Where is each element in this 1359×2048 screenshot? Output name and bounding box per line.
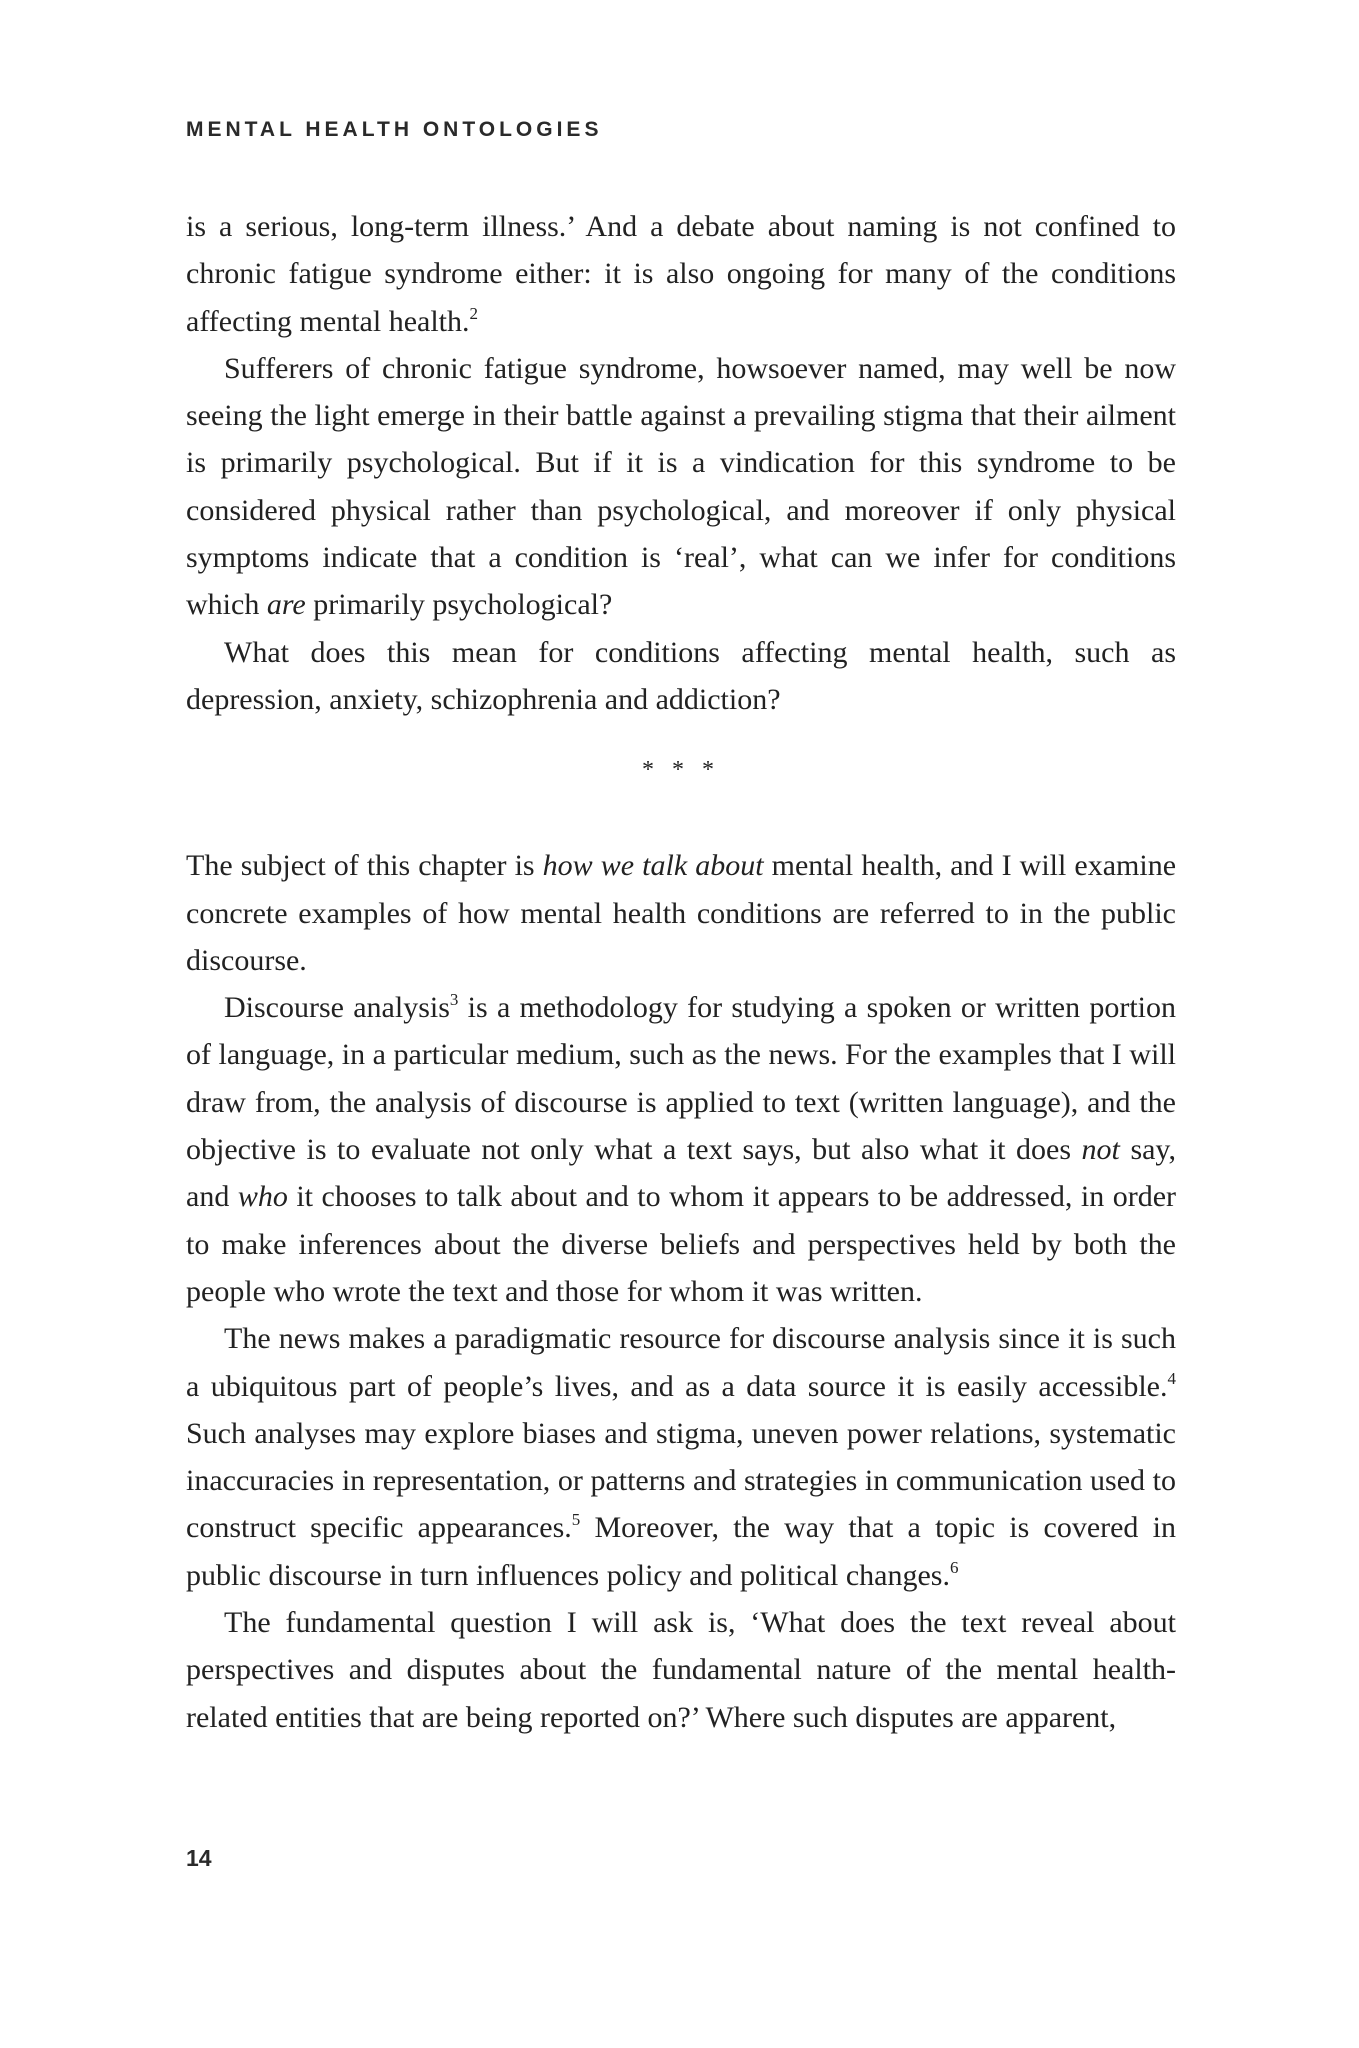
paragraph-4 xyxy=(186,842,1176,984)
footnote-marker[interactable]: 4 xyxy=(1167,1368,1176,1388)
footnote-marker[interactable]: 2 xyxy=(469,303,478,323)
paragraph-text: The subject of this chapter is xyxy=(186,849,543,883)
paragraph-text: The fundamental question I will ask is, ‘What does the text reveal about perspectives and disputes about the fundamental nature of the mental health-related entities that are being reported on?’ Where such disputes are apparent, xyxy=(186,1606,1176,1734)
paragraph-1 xyxy=(186,203,1176,345)
paragraph-2 xyxy=(186,345,1176,629)
paragraph-text: Moreover, the way that a topic is covered in public discourse in turn influences policy and political changes. xyxy=(186,1511,1176,1592)
paragraph-text: primarily psychological? xyxy=(305,588,613,622)
emphasis-text: who xyxy=(237,1180,288,1214)
emphasis-text: are xyxy=(266,588,306,622)
paragraph-text: is a serious, long-term illness.’ And a debate about naming is not confined to chronic fatigue syndrome either: it is also ongoing for many of the conditions affecting mental health. xyxy=(186,210,1176,338)
paragraph-text: What does this mean for conditions affecting mental health, such as depression, anxiety, schizophrenia and addiction? xyxy=(186,635,1176,716)
paragraph-7 xyxy=(186,1599,1176,1741)
paragraph-text: The news makes a paradigmatic resource for discourse analysis since it is such a ubiquitous part of people’s lives, and as a data source it is easily accessible. xyxy=(186,1322,1176,1403)
footnote-marker[interactable]: 3 xyxy=(449,990,459,1010)
footnote-marker[interactable]: 5 xyxy=(571,1510,581,1530)
page-number: 14 xyxy=(186,1845,212,1871)
paragraph-text: is a methodology for studying a spoken or written portion of language, in a particular medium, such as the news. For the examples that I will draw from, the analysis of discourse is applied to text (written language), and the objective is to evaluate not only what a text says, but also what it does xyxy=(186,991,1177,1167)
paragraph-3 xyxy=(186,629,1176,724)
paragraph-text: Such analyses may explore biases and stigma, uneven power relations, systematic inaccuracies in representation, or patterns and strategies in communication used to construct specific appearances. xyxy=(186,1416,1176,1545)
paragraph-text: say, and xyxy=(186,1133,1176,1214)
emphasis-text: how we talk about xyxy=(542,849,764,883)
paragraph-text: Discourse analysis xyxy=(224,991,450,1025)
section-break: * * * xyxy=(642,757,720,784)
emphasis-text: not xyxy=(1081,1133,1120,1167)
paragraph-6 xyxy=(186,1315,1176,1599)
paragraph-text: Sufferers of chronic fatigue syndrome, howsoever named, may well be now seeing the light emerge in their battle against a prevailing stigma that their ailment is primarily psychological. But if it is a vindication for this syndrome to be considered physical rather than psychological, and moreover if only physical symptoms indicate that a condition is ‘real’, what can we infer for conditions which xyxy=(186,351,1176,622)
paragraph-text: it chooses to talk about and to whom it appears to be addressed, in order to make inferences about the diverse beliefs and perspectives held by both the people who wrote the text and those for whom it was written. xyxy=(186,1180,1176,1308)
running-title: MENTAL HEALTH ONTOLOGIES xyxy=(186,118,603,141)
paragraph-text: mental health, and I will examine concrete examples of how mental health conditions are referred to in the public discourse. xyxy=(186,849,1177,977)
paragraph-5 xyxy=(186,984,1176,1315)
footnote-marker[interactable]: 6 xyxy=(949,1557,959,1577)
page-body xyxy=(186,203,1176,1741)
